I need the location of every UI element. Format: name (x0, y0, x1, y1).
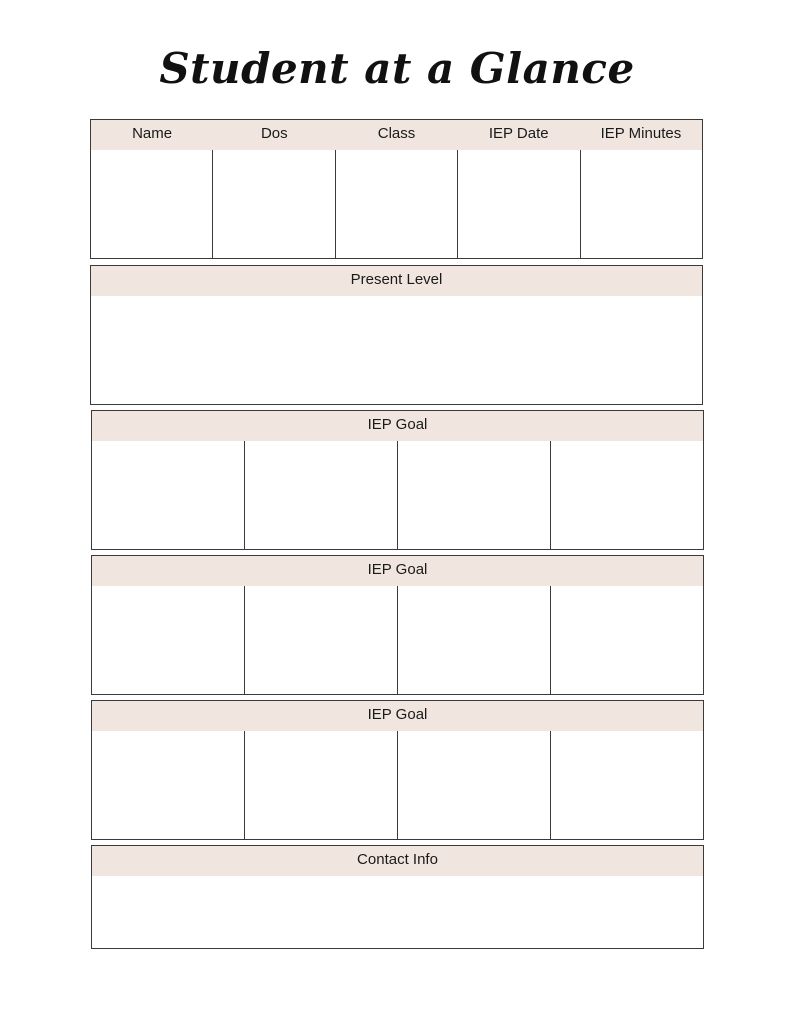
column-header-class: Class (377, 125, 416, 142)
present-level-label: Present Level (350, 271, 443, 288)
class-cell[interactable] (336, 150, 458, 258)
iep-goal-2-cell-4[interactable] (551, 586, 703, 694)
contact-info-section (91, 845, 704, 949)
student-info-table (90, 119, 703, 259)
column-header-iep-date: IEP Date (488, 125, 549, 142)
column-header-name: Name (132, 125, 173, 142)
dos-cell[interactable] (213, 150, 335, 258)
iep-goal-label-2: IEP Goal (367, 561, 428, 578)
iep-goal-2-cell-1[interactable] (92, 586, 245, 694)
iep-goal-3-cell-4[interactable] (551, 731, 703, 839)
iep-goal-1-cell-1[interactable] (92, 441, 245, 549)
iep-goal-label-3: IEP Goal (367, 706, 428, 723)
iep-goal-2-cell-2[interactable] (245, 586, 398, 694)
iep-goal-section-3 (91, 700, 704, 840)
iep-goal-section-2 (91, 555, 704, 695)
iep-goal-section-1 (91, 410, 704, 550)
name-cell[interactable] (91, 150, 213, 258)
iep-goal-1-cell-2[interactable] (245, 441, 398, 549)
iep-goal-label-1: IEP Goal (367, 416, 428, 433)
present-level-section (90, 265, 703, 405)
iep-goal-2-cell-3[interactable] (398, 586, 551, 694)
iep-goal-3-cell-2[interactable] (245, 731, 398, 839)
iep-minutes-cell[interactable] (581, 150, 702, 258)
present-level-field[interactable] (91, 296, 702, 404)
column-header-dos: Dos (260, 125, 288, 142)
iep-goal-3-cell-3[interactable] (398, 731, 551, 839)
column-header-iep-minutes: IEP Minutes (600, 125, 682, 142)
contact-info-label: Contact Info (357, 851, 438, 868)
iep-goal-3-cell-1[interactable] (92, 731, 245, 839)
iep-goal-1-cell-3[interactable] (398, 441, 551, 549)
page-title: Student at a Glance (159, 44, 635, 93)
iep-date-cell[interactable] (458, 150, 580, 258)
iep-goal-1-cell-4[interactable] (551, 441, 703, 549)
contact-info-field[interactable] (92, 876, 703, 948)
